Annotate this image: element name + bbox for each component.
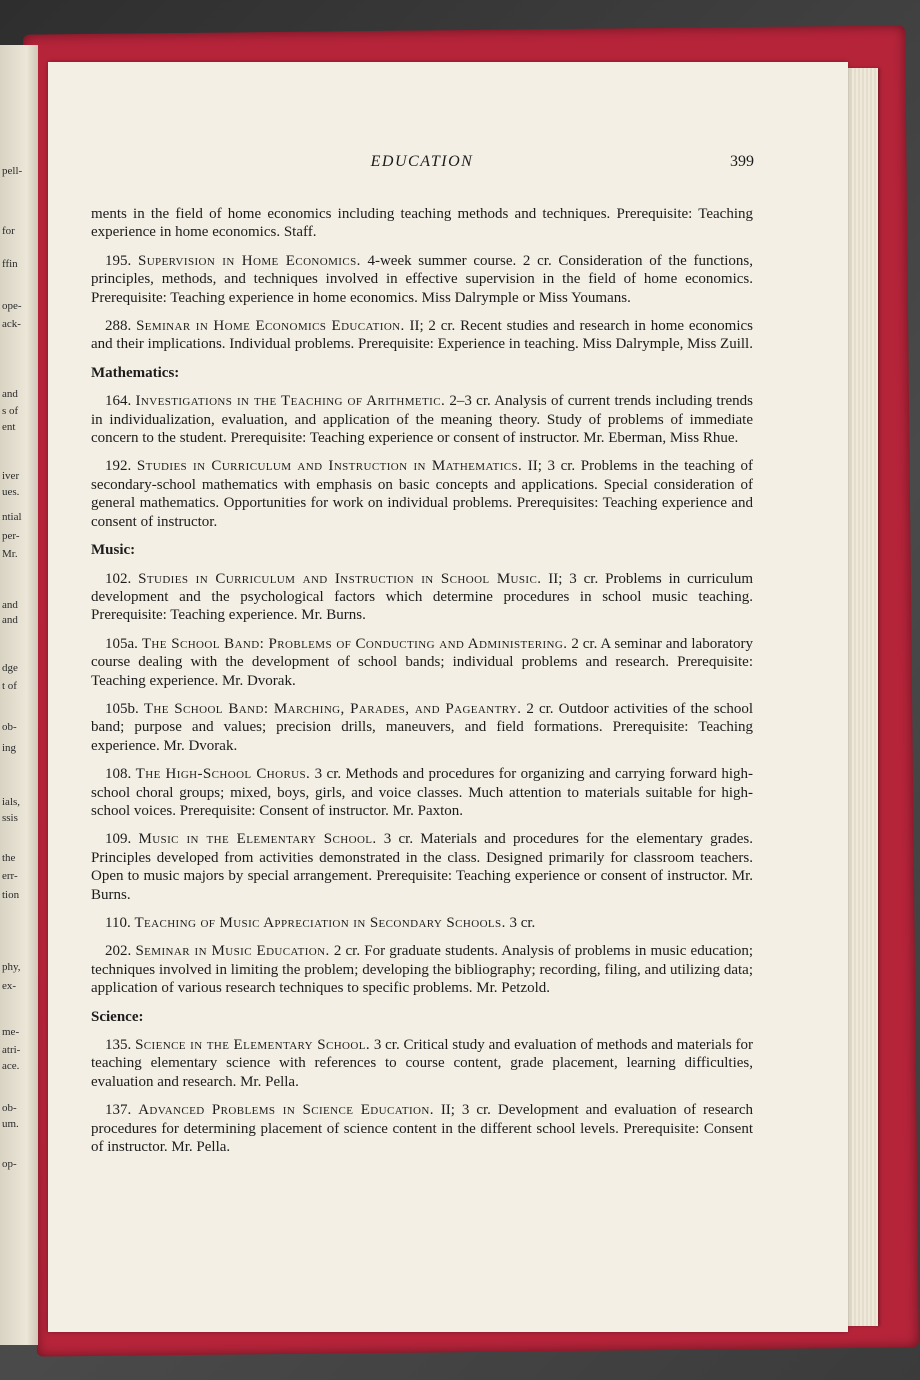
prev-page-fragment: me-	[2, 1026, 20, 1038]
course-entry	[91, 830, 753, 904]
course-description: II; 3 cr. Problems in curriculum development and the psychological factors which determine procedures in school music teaching. Prerequisite: Teaching experience. Mr. Burns.	[91, 570, 753, 624]
course-entry	[91, 457, 753, 531]
prev-page-fragment: tion	[2, 889, 20, 901]
prev-page-fragment: ffin	[2, 258, 18, 270]
prev-page-fragment: phy,	[2, 961, 21, 973]
prev-page-fragment: and	[2, 614, 18, 626]
prev-page-fragment: the	[2, 852, 16, 864]
course-entry	[91, 392, 753, 447]
running-head	[90, 153, 754, 173]
course-description: 2 cr. Outdoor activities of the school band; purpose and values; precision drills, maneuvers, and field formations. Prerequisite: Teaching experience. Mr. Dvorak.	[91, 700, 753, 754]
course-number: 110.	[105, 915, 131, 931]
prev-page-fragment: ials,	[2, 796, 21, 808]
course-entry	[91, 942, 753, 997]
course-description: II; 3 cr. Problems in the teaching of secondary-school mathematics with emphasis on basic concepts and applications. Special consideration of general mathematics. Opportunities for work on individual problems. Prerequisites: Teaching experience and consent of instructor.	[91, 458, 754, 530]
course-title: Seminar in Home Economics Education.	[136, 318, 405, 335]
prev-page-fragment: Mr.	[2, 548, 18, 560]
prev-page-fragment: um.	[2, 1118, 19, 1130]
prev-page-fragment: for	[2, 225, 15, 237]
prev-page-fragment: iver	[2, 470, 20, 482]
course-entry	[91, 317, 753, 354]
prev-page-fragment: ing	[2, 742, 17, 754]
course-entry	[91, 765, 753, 820]
course-number: 137.	[105, 1102, 132, 1119]
course-title: Investigations in the Teaching of Arithmetic.	[135, 393, 446, 410]
course-title: Music in the Elementary School.	[138, 831, 377, 848]
course-number: 192.	[105, 458, 132, 475]
course-description: 3 cr.	[509, 915, 536, 931]
course-entry	[91, 700, 753, 755]
course-title: Advanced Problems in Science Education.	[138, 1102, 434, 1119]
section-heading: Music:	[91, 542, 136, 559]
course-title: Studies in Curriculum and Instruction in School Music.	[138, 570, 542, 587]
prev-page-fragment: t of	[2, 680, 17, 692]
course-entry	[91, 914, 753, 932]
prev-page-fragment: ues.	[2, 486, 20, 498]
prev-page-fragment: ob-	[2, 721, 17, 733]
prev-page-fragment: ent	[2, 421, 16, 433]
course-title: Seminar in Music Education.	[135, 943, 330, 960]
course-entry	[91, 1036, 753, 1091]
course-number: 195.	[105, 252, 132, 269]
prev-page-fragment: ob-	[2, 1102, 17, 1114]
course-number: 105a.	[105, 635, 138, 652]
course-entry	[91, 570, 753, 625]
course-entry	[91, 635, 753, 690]
prev-page-fragment: dge	[2, 662, 18, 674]
course-entry	[91, 1101, 753, 1156]
course-description: 2 cr. For graduate students. Analysis of problems in music education; techniques involved in limiting the problem; developing the bibliography; recording, filing, and utilizing data; application of various research techniques to specific problems. Mr. Petzold.	[91, 943, 754, 997]
continuation-paragraph: ments in the field of home economics including teaching methods and techniques. Prerequisite: Teaching experience in home economics. Staff.	[91, 206, 753, 241]
course-number: 109.	[105, 831, 132, 848]
course-title: Science in the Elementary School.	[135, 1037, 371, 1054]
course-number: 135.	[105, 1037, 132, 1054]
course-description: 2–3 cr. Analysis of current trends including trends in individualization, evaluation, and application of the meaning theory. Study of problems of immediate concern to the student. Prerequisite: Teaching experience or consent of instructor. Mr. Eberman, Miss Rhue.	[91, 393, 754, 447]
course-number: 202.	[105, 943, 132, 960]
prev-page-fragment: and	[2, 388, 18, 400]
prev-page-fragment: ack-	[2, 318, 21, 330]
page-number: 399	[730, 153, 754, 170]
course-number: 164.	[105, 393, 132, 410]
course-description: 3 cr. Materials and procedures for the elementary grades. Principles developed from activities demonstrated in the class. Designed primarily for classroom teachers. Open to music majors by special arrangement. Prerequisite: Teaching experience or consent of instructor. Mr. Burns.	[91, 831, 753, 903]
course-entry	[91, 252, 753, 307]
section-heading: Science:	[91, 1008, 144, 1025]
page-text	[91, 205, 753, 1166]
prev-page-fragment: err-	[2, 870, 18, 882]
prev-page-fragment: atri-	[2, 1044, 21, 1056]
course-title: The High-School Chorus.	[135, 766, 311, 783]
course-number: 102.	[105, 570, 132, 587]
prev-page-fragment: op-	[2, 1158, 17, 1170]
course-number: 105b.	[105, 700, 139, 717]
prev-page-fragment: ntial	[2, 511, 22, 523]
prev-page-fragment: s of	[2, 405, 19, 417]
prev-page-fragment: per-	[2, 530, 20, 542]
prev-page-fragment: ope-	[2, 300, 22, 312]
prev-page-fragment: pell-	[2, 165, 23, 177]
course-title: The School Band: Problems of Conducting and Administering.	[141, 635, 568, 652]
prev-page-fragment: ace.	[2, 1060, 20, 1072]
previous-page-edge	[0, 45, 38, 1345]
prev-page-fragment: ssis	[2, 812, 18, 824]
page-edges	[848, 68, 878, 1326]
course-title: Studies in Curriculum and Instruction in Mathematics.	[136, 458, 523, 475]
course-description: II; 2 cr. Recent studies and research in home economics and their implications. Individual problems. Prerequisite: Experience in teaching. Miss Dalrymple, Miss Zuill.	[91, 318, 754, 353]
course-description: II; 3 cr. Development and evaluation of research procedures for determining placement of science content in the different school levels. Prerequisite: Consent of instructor. Mr. Pella.	[91, 1102, 754, 1156]
running-head-title: EDUCATION	[370, 153, 474, 170]
prev-page-fragment: and	[2, 599, 18, 611]
course-description: 4-week summer course. 2 cr. Consideration of the functions, principles, methods, and techniques involved in effective supervision in the field of home economics. Prerequisite: Teaching experience in home economics. Miss Dalrymple or Miss Youmans.	[91, 252, 754, 306]
course-description: 3 cr. Methods and procedures for organizing and carrying forward high-school choral groups; mixed, boys, girls, and voice classes. Much attention to materials suitable for high-school voices. Prerequisite: Consent of instructor. Mr. Paxton.	[91, 766, 754, 819]
course-title: Supervision in Home Economics.	[137, 252, 361, 269]
course-number: 288.	[105, 318, 132, 335]
course-description: 2 cr. A seminar and laboratory course dealing with the development of school bands; individual problems and research. Prerequisite: Teaching experience. Mr. Dvorak.	[91, 635, 754, 689]
course-description: 3 cr. Critical study and evaluation of methods and materials for teaching elementary science with references to course content, grade placement, learning difficulties, evaluation and research. Mr. Pella.	[91, 1037, 754, 1090]
course-title: The School Band: Marching, Parades, and Pageantry.	[143, 700, 522, 717]
course-number: 108.	[105, 766, 132, 783]
prev-page-fragment: ex-	[2, 980, 17, 992]
section-heading: Mathematics:	[91, 364, 180, 381]
course-title: Teaching of Music Appreciation in Secondary Schools.	[134, 915, 506, 931]
